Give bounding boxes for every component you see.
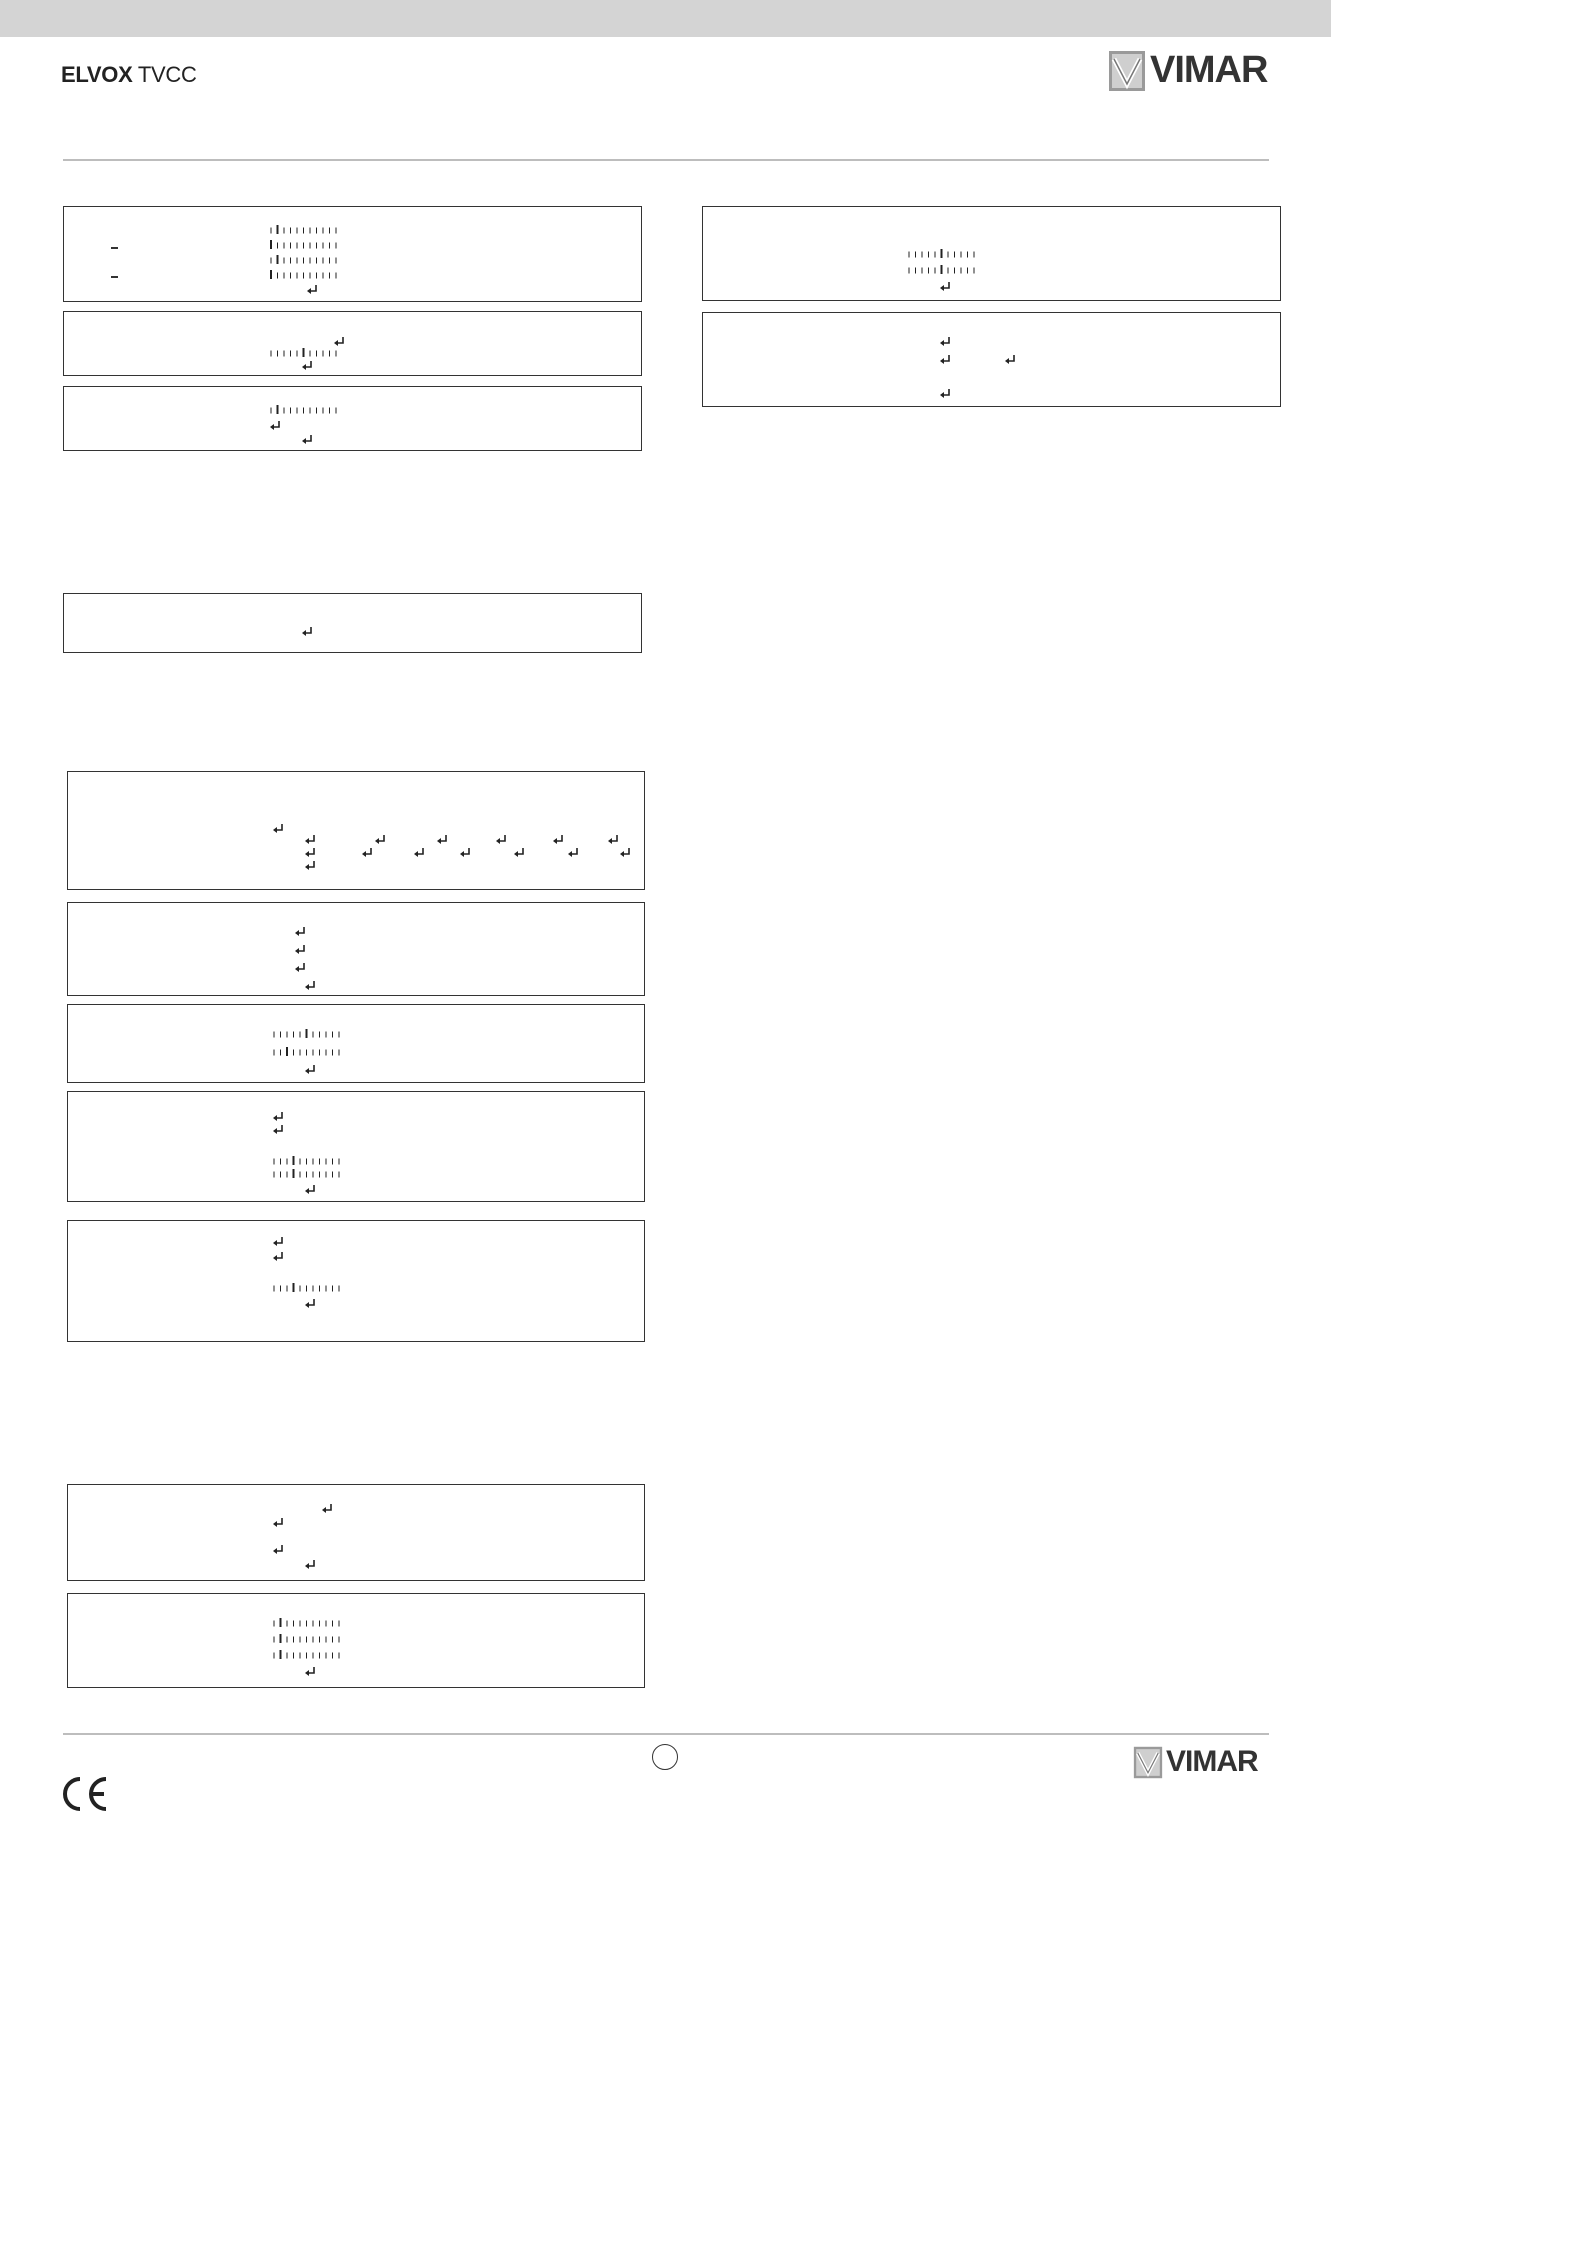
enter-return-icon: [305, 1560, 316, 1570]
tick-slider-icon: [270, 405, 342, 414]
enter-return-icon: [322, 1504, 333, 1514]
left-panel-8: [67, 1091, 645, 1202]
left-panel-11: [67, 1593, 645, 1688]
tick-slider-icon: [273, 1169, 345, 1178]
tick-slider-icon: [908, 249, 980, 258]
enter-return-icon: [273, 1125, 284, 1135]
enter-return-icon: [940, 355, 951, 365]
enter-return-icon: [273, 1518, 284, 1528]
tick-slider-icon: [270, 225, 342, 234]
brand-title: [61, 62, 197, 88]
enter-return-icon: [608, 835, 619, 845]
enter-return-icon: [305, 861, 316, 871]
tick-slider-icon: [273, 1650, 345, 1659]
enter-return-icon: [620, 848, 631, 858]
enter-return-icon: [437, 835, 448, 845]
tick-slider-icon: [273, 1634, 345, 1643]
enter-return-icon: [273, 1237, 284, 1247]
right-panel-2: [702, 312, 1281, 407]
left-panel-7: [67, 1004, 645, 1083]
enter-return-icon: [940, 389, 951, 399]
top-bar: [0, 0, 1331, 37]
tick-slider-icon: [908, 265, 980, 274]
tick-slider-icon: [270, 270, 342, 279]
tick-slider-icon: [273, 1283, 345, 1292]
tick-slider-icon: [273, 1029, 345, 1038]
dash-mark: [111, 276, 118, 278]
brand-light: TVCC: [132, 62, 197, 87]
enter-return-icon: [273, 1112, 284, 1122]
enter-return-icon: [305, 848, 316, 858]
enter-return-icon: [302, 435, 313, 445]
enter-return-icon: [273, 824, 284, 834]
enter-return-icon: [273, 1252, 284, 1262]
enter-return-icon: [305, 835, 316, 845]
enter-return-icon: [302, 627, 313, 637]
tick-slider-icon: [270, 348, 342, 357]
enter-return-icon: [375, 835, 386, 845]
left-panel-5: [67, 771, 645, 890]
vimar-logo-footer: [1133, 1745, 1258, 1779]
enter-return-icon: [940, 282, 951, 292]
left-panel-3: [63, 386, 642, 451]
left-panel-6: [67, 902, 645, 996]
enter-return-icon: [1005, 355, 1016, 365]
enter-return-icon: [305, 1299, 316, 1309]
enter-return-icon: [568, 848, 579, 858]
enter-return-icon: [307, 285, 318, 295]
dash-mark: [111, 247, 118, 249]
left-panel-9: [67, 1220, 645, 1342]
enter-return-icon: [334, 337, 345, 347]
vimar-logo-word: VIMAR: [1150, 49, 1268, 91]
enter-return-icon: [302, 361, 313, 371]
tick-slider-icon: [273, 1156, 345, 1165]
enter-return-icon: [414, 848, 425, 858]
enter-return-icon: [514, 848, 525, 858]
enter-return-icon: [305, 1185, 316, 1195]
page-marker-circle: [652, 1744, 678, 1770]
tick-slider-icon: [273, 1618, 345, 1627]
header-divider: [63, 159, 1269, 161]
right-panel-1: [702, 206, 1281, 301]
enter-return-icon: [362, 848, 373, 858]
ce-mark-icon: [60, 1775, 110, 1813]
enter-return-icon: [295, 963, 306, 973]
tick-slider-icon: [270, 240, 342, 249]
left-panel-10: [67, 1484, 645, 1581]
vimar-logo-icon: [1133, 1746, 1163, 1779]
enter-return-icon: [305, 1065, 316, 1075]
enter-return-icon: [496, 835, 507, 845]
tick-slider-icon: [270, 255, 342, 264]
enter-return-icon: [273, 1545, 284, 1555]
tick-slider-icon: [273, 1047, 345, 1056]
enter-return-icon: [295, 945, 306, 955]
enter-return-icon: [305, 981, 316, 991]
footer-divider: [63, 1733, 1269, 1735]
left-panel-4: [63, 593, 642, 653]
enter-return-icon: [270, 421, 281, 431]
vimar-logo-header: [1108, 49, 1267, 92]
enter-return-icon: [940, 337, 951, 347]
enter-return-icon: [553, 835, 564, 845]
vimar-logo-icon: [1108, 50, 1146, 92]
brand-bold: ELVOX: [61, 62, 133, 87]
left-panel-2: [63, 311, 642, 376]
enter-return-icon: [460, 848, 471, 858]
left-panel-1: [63, 206, 642, 302]
vimar-logo-word: VIMAR: [1166, 1745, 1258, 1778]
enter-return-icon: [295, 927, 306, 937]
enter-return-icon: [305, 1667, 316, 1677]
